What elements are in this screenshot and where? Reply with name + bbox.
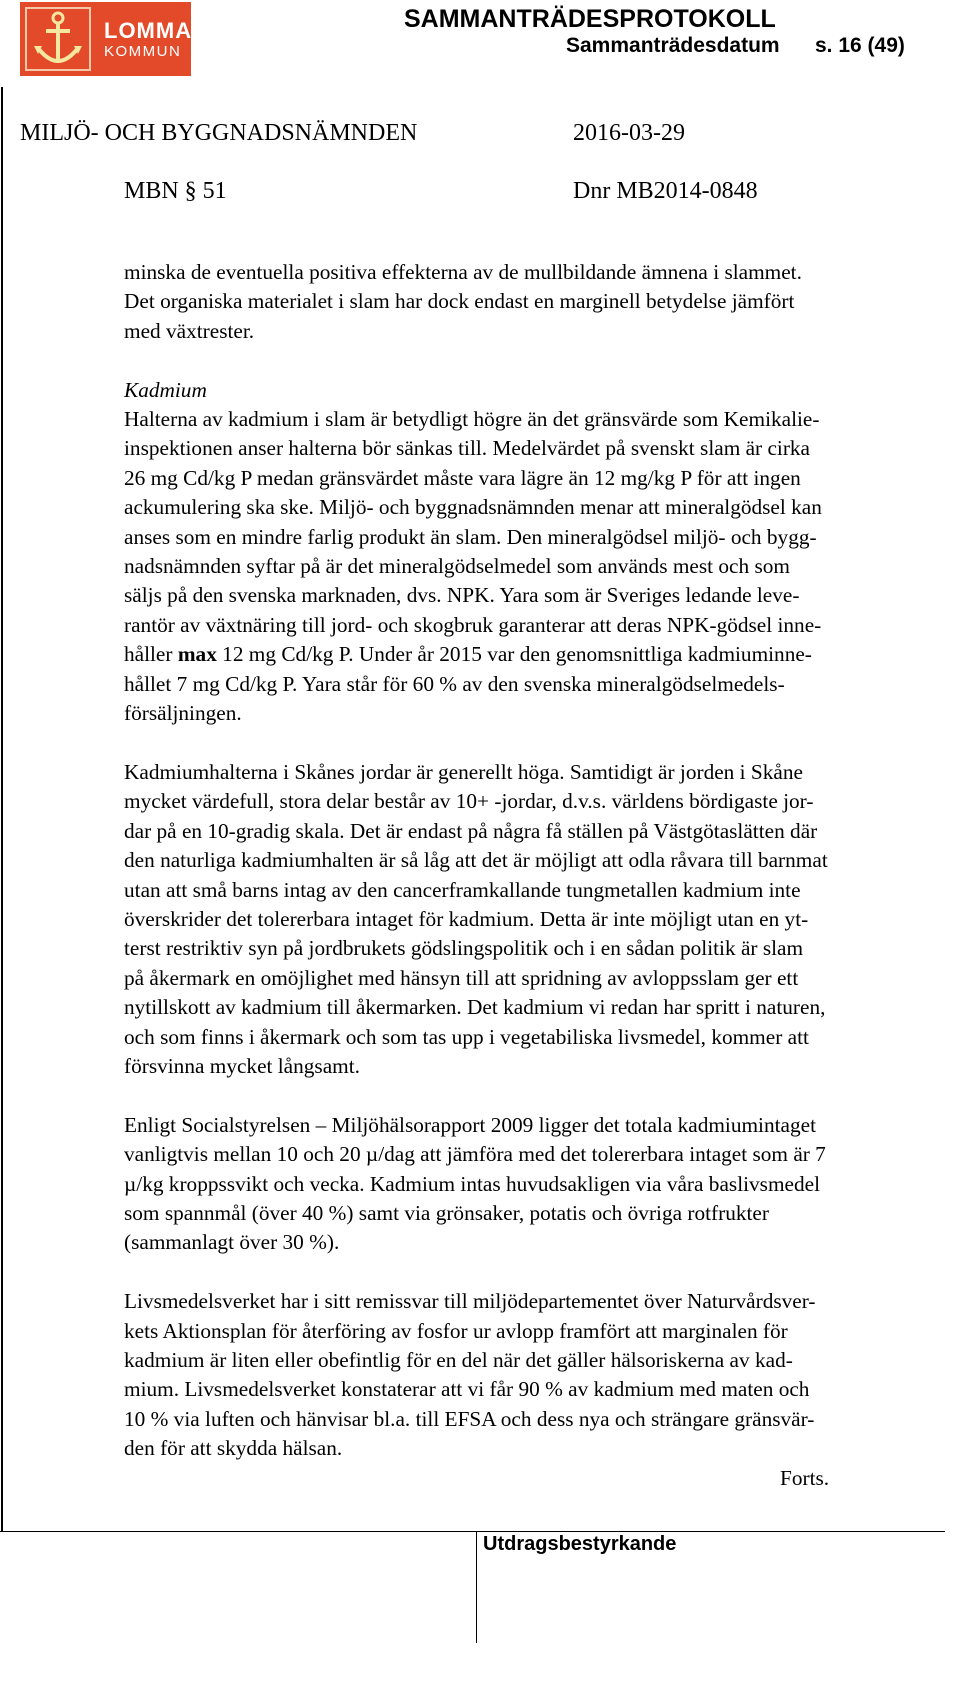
- body-line: 26 mg Cd/kg P medan gränsvärdet måste vara lägre än 12 mg/kg P för att ingen: [124, 465, 801, 490]
- body-line: terst restriktiv syn på jordbrukets gödslingspolitik och i en sådan politik är slam: [124, 936, 804, 961]
- meeting-date: 2016-03-29: [573, 120, 685, 146]
- body-line: som spannmål (över 40 %) samt via grönsaker, potatis och övriga rotfrukter: [124, 1200, 769, 1225]
- body-line: rantör av växtnäring till jord- och skogbruk garanterar att deras NPK-gödsel inne-: [124, 612, 822, 637]
- body-line: Kadmiumhalterna i Skånes jordar är generellt höga. Samtidigt är jorden i Skåne: [124, 759, 803, 784]
- body-line: Det organiska materialet i slam har dock endast en marginell betydelse jämfört: [124, 289, 795, 314]
- board-name: MILJÖ- OCH BYGGNADSNÄMNDEN: [20, 120, 418, 146]
- body-line: den för att skydda hälsan.: [124, 1436, 343, 1461]
- body-line: kets Aktionsplan för återföring av fosfor ur avlopp framfört att marginalen för: [124, 1318, 788, 1343]
- body-text: håller: [124, 642, 178, 667]
- body-line: dar på en 10-gradig skala. Det är endast på några få ställen på Västgötaslätten där: [124, 818, 818, 843]
- municipality-logo: [20, 2, 191, 76]
- body-line: hållet 7 mg Cd/kg P. Yara står för 60 % av den svenska mineralgödselmedels-: [124, 671, 785, 696]
- body-line: µ/kg kroppssvikt och vecka. Kadmium intas huvudsakligen via våra baslivsmedel: [124, 1171, 820, 1196]
- body-line: kadmium är liten eller obefintlig för en del när det gäller hälsoriskerna av kad-: [124, 1347, 793, 1372]
- body-line: den naturliga kadmiumhalten är så låg att det är möjligt att odla råvara till barnmat: [124, 848, 828, 873]
- body-line: mium. Livsmedelsverket konstaterar att vi får 90 % av kadmium med maten och: [124, 1377, 810, 1402]
- body-line: nadsnämnden syftar på är det mineralgödselmedel som används mest och som: [124, 554, 790, 579]
- body-line: [124, 640, 954, 669]
- left-margin-line: [1, 87, 3, 1532]
- page-number: s. 16 (49): [815, 34, 905, 57]
- continued-label: Forts.: [780, 1465, 830, 1490]
- body-line: nytillskott av kadmium till åkermarken. Det kadmium vi redan har spritt i naturen,: [124, 995, 826, 1020]
- protocol-body: [124, 258, 954, 1493]
- body-line: 10 % via luften och hänvisar bl.a. till EFSA och dess nya och strängare gränsvär-: [124, 1406, 815, 1431]
- paragraph-reference: MBN § 51: [124, 178, 227, 204]
- footer-center-line: [476, 1531, 477, 1643]
- emphasis-max: max: [177, 642, 217, 667]
- body-line: överskrider det tolererbara intaget för kadmium. Detta är inte möjligt utan en yt-: [124, 906, 809, 931]
- body-line: utan att små barns intag av den cancerframkallande tungmetallen kadmium inte: [124, 877, 801, 902]
- body-line: ackumulering ska ske. Miljö- och byggnadsnämnden menar att mineralgödsel kan: [124, 495, 822, 520]
- body-line: inspektionen anser halterna bör sänkas till. Medelvärdet på svenskt slam är cirka: [124, 436, 811, 461]
- logo-text-line1: LOMMA: [104, 18, 193, 43]
- body-line: mycket värdefull, stora delar består av 10+ -jordar, d.v.s. världens bördigaste jor-: [124, 789, 814, 814]
- body-line: Livsmedelsverket har i sitt remissvar till miljödepartementet över Naturvårdsver-: [124, 1289, 816, 1314]
- body-line: vanligtvis mellan 10 och 20 µ/dag att jämföra med det tolererbara intaget som är 7: [124, 1142, 826, 1167]
- document-title: SAMMANTRÄDESPROTOKOLL: [404, 5, 776, 33]
- body-line: med växtrester.: [124, 318, 255, 343]
- meeting-date-label: Sammanträdesdatum: [566, 34, 780, 57]
- body-line: minska de eventuella positiva effekterna av de mullbildande ämnena i slammet.: [124, 260, 802, 284]
- body-line: Halterna av kadmium i slam är betydligt högre än det gränsvärde som Kemikalie-: [124, 407, 820, 432]
- body-line: och som finns i åkermark och som tas upp i vegetabiliska livsmedel, kommer att: [124, 1024, 809, 1049]
- certification-label: Utdragsbestyrkande: [483, 1533, 677, 1555]
- footer-divider-line: [0, 1531, 945, 1532]
- body-line: på åkermark en omöjlighet med hänsyn till att spridning av avloppsslam ger ett: [124, 965, 799, 990]
- section-heading-kadmium: Kadmium: [124, 377, 207, 402]
- body-line: säljs på den svenska marknaden, dvs. NPK. Yara som är Sveriges ledande leve-: [124, 583, 800, 608]
- body-line: (sammanlagt över 30 %).: [124, 1230, 340, 1255]
- body-text: 12 mg Cd/kg P. Under år 2015 var den genomsnittliga kadmiuminne-: [216, 642, 812, 667]
- body-line: Enligt Socialstyrelsen – Miljöhälsorapport 2009 ligger det totala kadmiumintaget: [124, 1112, 817, 1137]
- body-line: försvinna mycket långsamt.: [124, 1053, 360, 1078]
- body-line: försäljningen.: [124, 701, 242, 726]
- body-line: anses som en mindre farlig produkt än slam. Den mineralgödsel miljö- och bygg-: [124, 524, 817, 549]
- logo-text-line2: KOMMUN: [104, 43, 182, 60]
- diary-number: Dnr MB2014-0848: [573, 178, 758, 204]
